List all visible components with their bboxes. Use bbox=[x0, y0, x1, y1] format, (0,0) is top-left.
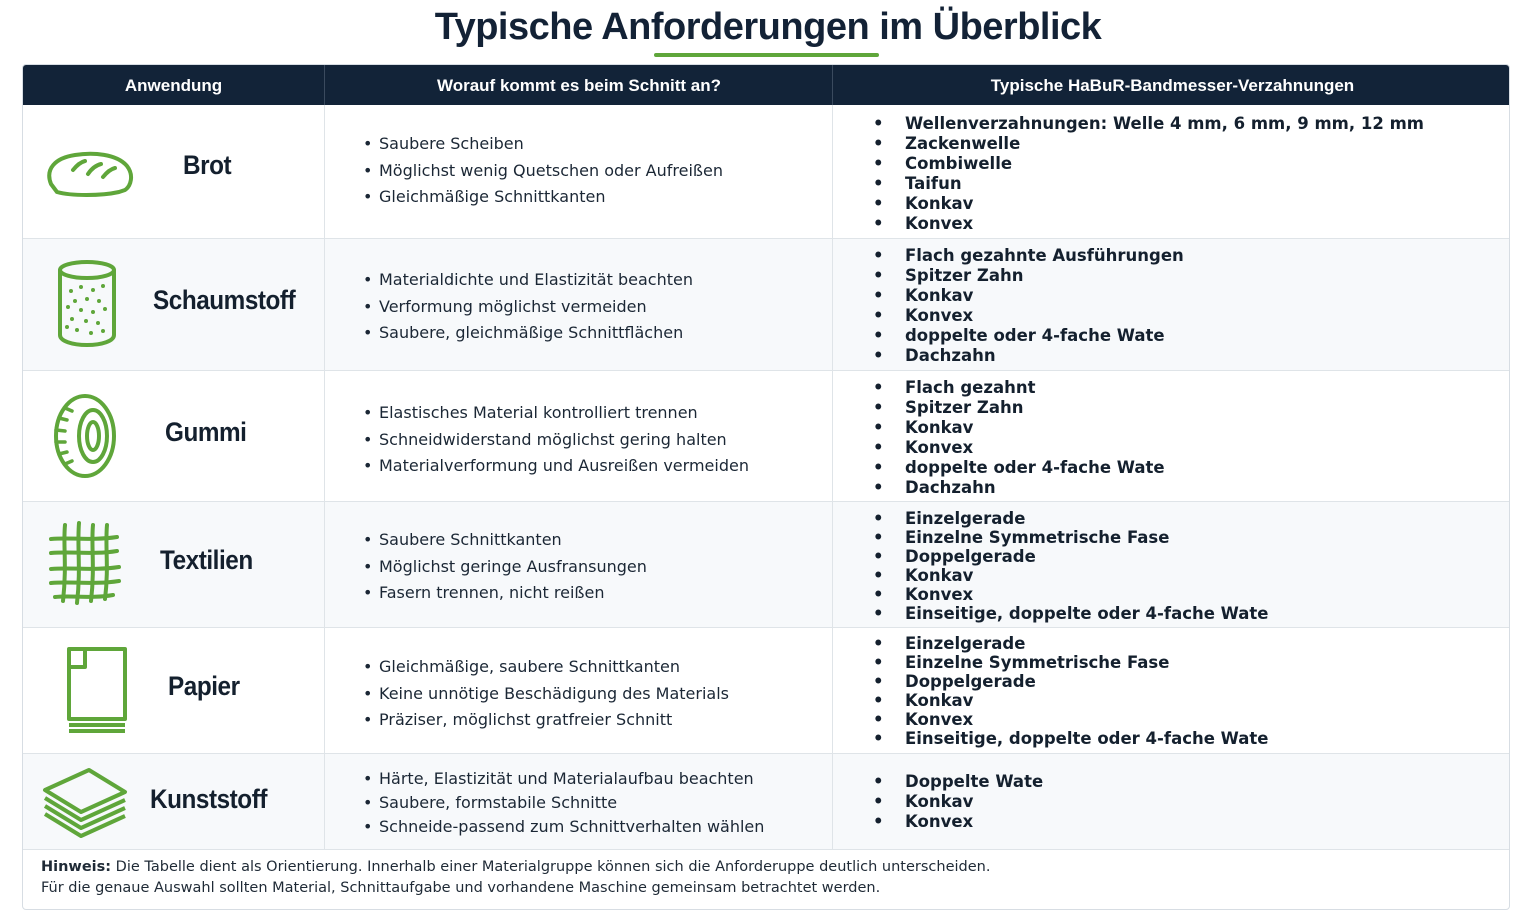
application-name: Kunststoff bbox=[150, 784, 267, 814]
teeth-list bbox=[873, 378, 1165, 498]
header-teeth: Typische HaBuR-Bandmesser-Verzahnungen bbox=[832, 65, 1510, 105]
list-item: • doppelte oder 4-fache Wate bbox=[873, 326, 1184, 346]
list-item: • Elastisches Material kontrolliert trennen bbox=[363, 400, 749, 427]
plastic-sheets-icon bbox=[39, 754, 135, 850]
application-name: Brot bbox=[183, 150, 232, 180]
application-cell bbox=[23, 628, 324, 753]
list-item: • Keine unnötige Beschädigung des Materials bbox=[363, 681, 729, 708]
list-item: • Möglichst geringe Ausfransungen bbox=[363, 554, 647, 581]
footnote-text-2: Für die genaue Auswahl sollten Material, Schnittaufgabe und vorhandene Maschine gemeinsam betrachtet werden. bbox=[41, 880, 881, 896]
list-item: • Saubere, gleichmäßige Schnittflächen bbox=[363, 320, 693, 347]
list-item: • Wellenverzahnungen: Welle 4 mm, 6 mm, 9 mm, 12 mm bbox=[873, 114, 1424, 134]
list-item: • Doppelgerade bbox=[873, 672, 1268, 691]
list-item: • Konkav bbox=[873, 286, 1184, 306]
foam-icon bbox=[41, 257, 137, 353]
application-cell bbox=[23, 239, 324, 370]
list-item: • Konkav bbox=[873, 418, 1165, 438]
requirements-cell bbox=[324, 502, 832, 627]
application-cell bbox=[23, 371, 324, 501]
application-cell bbox=[23, 502, 324, 627]
requirements-list bbox=[363, 767, 764, 839]
requirements-list bbox=[363, 400, 749, 480]
list-item: • Spitzer Zahn bbox=[873, 266, 1184, 286]
list-item: • Saubere Schnittkanten bbox=[363, 527, 647, 554]
requirements-cell bbox=[324, 371, 832, 501]
teeth-cell bbox=[832, 105, 1510, 238]
teeth-cell bbox=[832, 371, 1510, 501]
teeth-list bbox=[873, 634, 1268, 748]
page-title: Typische Anforderungen im Überblick bbox=[434, 6, 1102, 48]
footnote-text-1: Die Tabelle dient als Orientierung. Innerhalb einer Materialgruppe können sich die Anforderuppe deutlich unterscheiden. bbox=[111, 859, 991, 875]
list-item: • Gleichmäßige, saubere Schnittkanten bbox=[363, 654, 729, 681]
tire-icon bbox=[41, 388, 137, 484]
list-item: • Materialdichte und Elastizität beachten bbox=[363, 267, 693, 294]
table-row-gummi bbox=[23, 371, 1510, 502]
list-item: • Konkav bbox=[873, 566, 1268, 585]
list-item: • Combiwelle bbox=[873, 154, 1424, 174]
list-item: • Zackenwelle bbox=[873, 134, 1424, 154]
table-row-textilien bbox=[23, 502, 1510, 628]
teeth-list bbox=[873, 246, 1184, 366]
footnote-line-1 bbox=[41, 857, 1493, 878]
list-item: • Einzelgerade bbox=[873, 634, 1268, 653]
list-item: • Konvex bbox=[873, 306, 1184, 326]
requirements-cell bbox=[324, 239, 832, 370]
list-item: • doppelte oder 4-fache Wate bbox=[873, 458, 1165, 478]
requirements-list bbox=[363, 131, 723, 211]
requirements-list bbox=[363, 527, 647, 607]
footnote bbox=[23, 850, 1510, 910]
table-row-kunststoff bbox=[23, 754, 1510, 850]
list-item: • Schneidwiderstand möglichst gering halten bbox=[363, 427, 749, 454]
requirements-cell bbox=[324, 628, 832, 753]
teeth-cell bbox=[832, 754, 1510, 849]
requirements-table bbox=[22, 64, 1510, 910]
list-item: • Konkav bbox=[873, 691, 1268, 710]
bread-icon bbox=[41, 124, 137, 220]
list-item: • Konkav bbox=[873, 194, 1424, 214]
application-cell bbox=[23, 754, 324, 849]
list-item: • Konvex bbox=[873, 710, 1268, 729]
list-item: • Flach gezahnte Ausführungen bbox=[873, 246, 1184, 266]
list-item: • Saubere, formstabile Schnitte bbox=[363, 791, 764, 815]
application-cell bbox=[23, 105, 324, 238]
list-item: • Konvex bbox=[873, 585, 1268, 604]
list-item: • Schneide-passend zum Schnittverhalten wählen bbox=[363, 815, 764, 839]
table-row-brot bbox=[23, 105, 1510, 239]
table-header bbox=[23, 65, 1510, 105]
list-item: • Einzelgerade bbox=[873, 509, 1268, 528]
teeth-cell bbox=[832, 502, 1510, 627]
list-item: • Einseitige, doppelte oder 4-fache Wate bbox=[873, 604, 1268, 623]
fabric-icon bbox=[41, 517, 137, 613]
list-item: • Saubere Scheiben bbox=[363, 131, 723, 158]
application-name: Schaumstoff bbox=[153, 285, 296, 315]
list-item: • Materialverformung und Ausreißen vermeiden bbox=[363, 453, 749, 480]
list-item: • Konvex bbox=[873, 812, 1043, 832]
list-item: • Spitzer Zahn bbox=[873, 398, 1165, 418]
requirements-list bbox=[363, 267, 693, 347]
list-item: • Flach gezahnt bbox=[873, 378, 1165, 398]
list-item: • Fasern trennen, nicht reißen bbox=[363, 580, 647, 607]
requirements-cell bbox=[324, 754, 832, 849]
application-name: Textilien bbox=[160, 545, 253, 575]
list-item: • Gleichmäßige Schnittkanten bbox=[363, 184, 723, 211]
list-item: • Möglichst wenig Quetschen oder Aufreißen bbox=[363, 158, 723, 185]
list-item: • Konvex bbox=[873, 214, 1424, 234]
list-item: • Dachzahn bbox=[873, 346, 1184, 366]
teeth-list bbox=[873, 114, 1424, 234]
application-name: Papier bbox=[168, 671, 240, 701]
header-requirements: Worauf kommt es beim Schnitt an? bbox=[324, 65, 833, 105]
list-item: • Doppelte Wate bbox=[873, 772, 1043, 792]
paper-icon bbox=[41, 643, 137, 739]
teeth-cell bbox=[832, 239, 1510, 370]
title-underline bbox=[654, 53, 879, 57]
list-item: • Taifun bbox=[873, 174, 1424, 194]
application-name: Gummi bbox=[165, 417, 247, 447]
table-row-papier bbox=[23, 628, 1510, 754]
teeth-cell bbox=[832, 628, 1510, 753]
list-item: • Einzelne Symmetrische Fase bbox=[873, 653, 1268, 672]
list-item: • Präziser, möglichst gratfreier Schnitt bbox=[363, 707, 729, 734]
teeth-list bbox=[873, 509, 1268, 623]
table-row-schaumstoff bbox=[23, 239, 1510, 371]
list-item: • Verformung möglichst vermeiden bbox=[363, 294, 693, 321]
list-item: • Härte, Elastizität und Materialaufbau beachten bbox=[363, 767, 764, 791]
header-application: Anwendung bbox=[124, 76, 223, 95]
list-item: • Doppelgerade bbox=[873, 547, 1268, 566]
list-item: • Dachzahn bbox=[873, 478, 1165, 498]
requirements-list bbox=[363, 654, 729, 734]
list-item: • Konkav bbox=[873, 792, 1043, 812]
list-item: • Konvex bbox=[873, 438, 1165, 458]
footnote-label: Hinweis: bbox=[41, 859, 112, 875]
list-item: • Einseitige, doppelte oder 4-fache Wate bbox=[873, 729, 1268, 748]
requirements-cell bbox=[324, 105, 832, 238]
teeth-list bbox=[873, 772, 1043, 832]
list-item: • Einzelne Symmetrische Fase bbox=[873, 528, 1268, 547]
